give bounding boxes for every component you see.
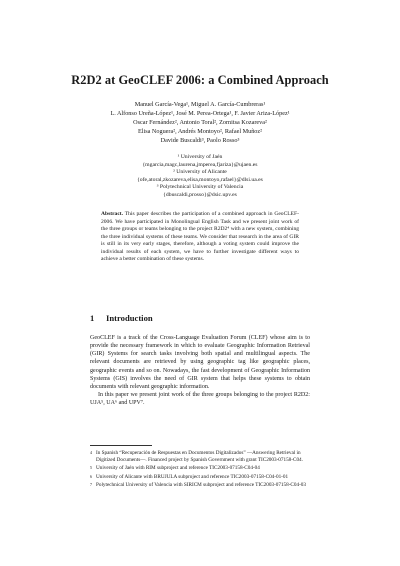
author-line: L. Alfonso Ureña-López¹, José M. Perea-Ortega¹, F. Javier Ariza-López¹ (110, 109, 290, 117)
footnote-mark: 5 (90, 465, 92, 471)
author-list (60, 101, 340, 146)
affiliation-line: ² University of Alicante (173, 169, 227, 176)
affiliation-email: {mgarcia,magc,laurena,jmperea,fjariza}@ujaen.es (142, 161, 258, 168)
footnote (90, 450, 310, 464)
footnote (90, 482, 310, 489)
affiliation-email: {ofe,atoral,zkozareva,elisa,montoyo,rafael}@dlsi.ua.es (137, 176, 263, 183)
abstract-label: Abstract. (101, 211, 124, 217)
paragraph: GeoCLEF is a track of the Cross-Language Evaluation Forum (CLEF) whose aim is to provide the necessary framework in which to evaluate Geographic Information Retrieval (GIR) Systems for search tasks involving both spatial and multilingual aspects. The relevant documents are retrieved by using geographic tag like geographic places, geographic events and so on. Nowadays, the fast development of Geographic Information Systems (GIS) involves the need of GIR system that helps these systems to obtain documents with relevant geographic information. (90, 335, 310, 390)
footnote-text: In Spanish “Recuperación de Respuestas en Documentos Digitalizados” —Answering Retrieval in Digitized Documents—. Financed project by Spanish Government with grant TIC2003-07158-C04. (96, 450, 303, 463)
abstract (101, 211, 299, 264)
affiliation-line: ¹ University of Jaén (177, 154, 223, 160)
author-line: Oscar Fernández², Antonio Toral², Zornitsa Kozareva² (133, 118, 267, 126)
footnote-mark: 7 (90, 481, 92, 487)
footnote-text: University of Alicante with BRUJULA subproject and reference TIC2003-07158-C04-01-01 (96, 473, 289, 480)
section-heading (90, 313, 153, 323)
footnote-mark: 4 (90, 450, 92, 455)
section-title: Introduction (106, 313, 153, 323)
affiliation-email: {dbuscaldi,prosso}@dsic.upv.es (163, 191, 237, 198)
paper-title: R2D2 at GeoCLEF 2006: a Combined Approach (71, 73, 329, 87)
abstract-text: This paper describes the participation of a combined approach in GeoCLEF-2006. We have participated in Monolingual English Task and we present joint work of the three groups or teams belonging to the project R2D2⁴ with a new system, combining the three individual systems of these teams. We consider that research in the area of GIR is still in its very early stages, therefore, although a voting system could improve the individual results of each system, we have to further investigate different ways to achieve a better combination of these systems. (101, 211, 299, 263)
footnote (90, 465, 310, 472)
affiliation-list (60, 154, 340, 200)
footnote (90, 474, 310, 481)
author-line: Manuel García-Vega¹, Miguel A. García-Cumbreras¹ (134, 101, 266, 108)
affiliation-line: ³ Polytechnical University of Valencia (156, 184, 244, 191)
author-line: Davide Buscaldi³, Paolo Rosso³ (160, 136, 240, 144)
footnote-text: Polytechnical University of Valencia with SIRICM subproject and reference TIC2003-07158-C04-03 (96, 481, 306, 488)
footnote-mark: 6 (90, 473, 92, 479)
introduction-body (90, 334, 310, 407)
footnote-text: University of Jaén with RIM subproject and reference TIC2003-07158-C04-04 (96, 465, 260, 472)
footnote-divider (90, 445, 152, 446)
section-number: 1 (90, 313, 95, 323)
footnotes (90, 445, 310, 490)
paragraph: In this paper we present joint work of the three groups belonging to the project R2D2: UJA⁵, UA⁶ and UPV⁷. (90, 392, 310, 407)
author-line: Elisa Noguera², Andrés Montoyo², Rafael Muñoz² (138, 127, 262, 135)
